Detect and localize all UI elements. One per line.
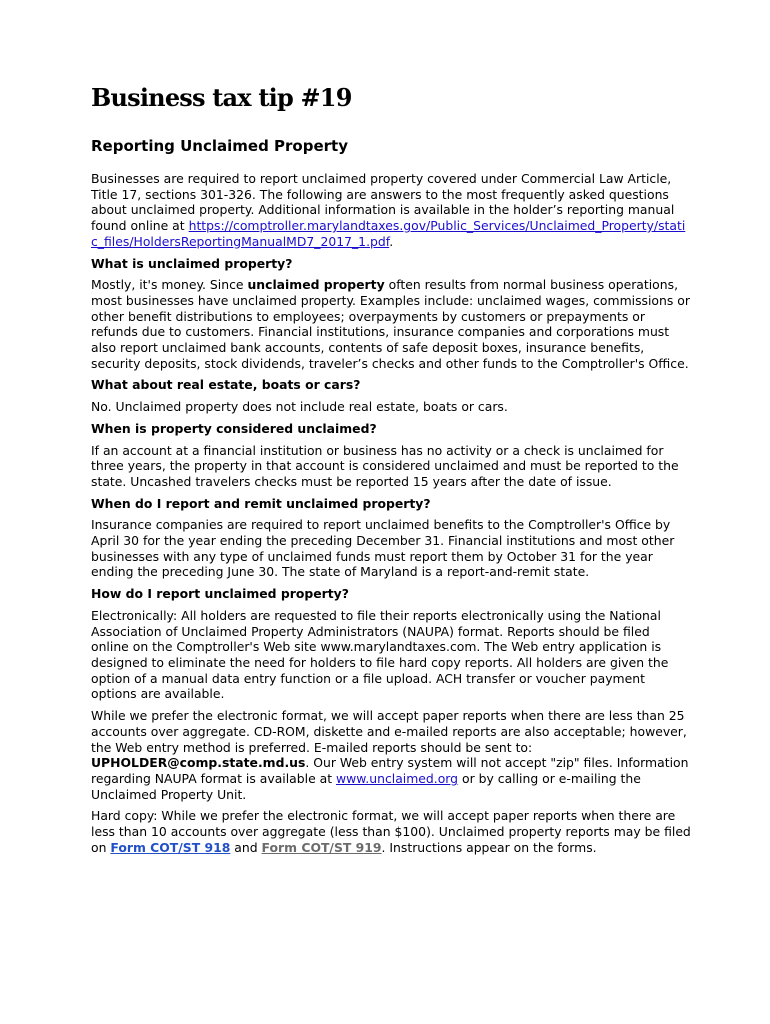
intro-end: . (389, 233, 394, 249)
answer-bold-text: unclaimed property (247, 277, 385, 293)
answer-paragraph: No. Unclaimed property does not include real estate, boats or cars. (91, 399, 508, 415)
page-subtitle: Reporting Unclaimed Property (91, 137, 348, 155)
form-cot-st-919-link[interactable]: Form COT/ST 919 (261, 839, 382, 855)
question-heading: When do I report and remit unclaimed property? (91, 495, 431, 511)
email-address: UPHOLDER@comp.state.md.us (91, 755, 306, 771)
answer-paragraph: Electronically: All holders are requested to file their reports electronically using the National Association of Unclaimed Property Administrators (NAUPA) format. Reports should be filed online on the Comptroller's Web site www.marylandtaxes.com. The Web entry application is designed to eliminate the need for holders to file hard copy reports. All holders are given the option of a manual data entry function or a file upload. ACH transfer or voucher payment options are available. (91, 607, 669, 702)
answer-paragraph (91, 708, 691, 802)
answer-text: While we prefer the electronic format, we will accept paper reports when there are less than 25 accounts over aggregate. CD-ROM, diskette and e-mailed reports are also acceptable; however, the Web entry method is preferred. E-mailed reports should be sent to: (91, 708, 687, 755)
intro-paragraph (91, 171, 691, 250)
page-title: Business tax tip #19 (91, 83, 352, 112)
answer-text: or by calling or e-mailing the Unclaimed Property Unit. (91, 770, 641, 802)
answer-paragraph: If an account at a financial institution or business has no activity or a check is unclaimed for three years, the property in that account is considered unclaimed and must be reported to the state. Uncashed travelers checks must be reported 15 years after the date of issue. (91, 442, 679, 489)
holders-manual-link[interactable]: https://comptroller.marylandtaxes.gov/Public_Services/Unclaimed_Property/static_files/HoldersReportingManualMD7_2017_1.pdf (91, 218, 686, 249)
form-cot-st-918-link[interactable]: Form COT/ST 918 (110, 839, 231, 855)
answer-text: Hard copy: While we prefer the electronic format, we will accept paper reports when there are less than 10 accounts over aggregate (less than $100). Unclaimed property reports may be filed on (91, 808, 691, 855)
answer-text: . Our Web entry system will not accept "zip" files. Information regarding NAUPA format is available at (91, 755, 689, 786)
answer-paragraph (91, 808, 691, 855)
answer-text: often results from normal business operations, most businesses have unclaimed property. Examples include: unclaimed wages, commissions or other benefit distributions to employees; overpayments by customers or prepayments or refunds due to customers. Financial institutions, insurance companies and corporations must also report unclaimed bank accounts, contents of safe deposit boxes, insurance benefits, security deposits, stock dividends, traveler’s checks and other funds to the Comptroller's Office. (91, 277, 690, 371)
answer-paragraph (91, 277, 691, 371)
answer-text: Mostly, it's money. Since (91, 277, 248, 293)
question-heading: What about real estate, boats or cars? (91, 377, 361, 393)
document-page (91, 82, 691, 861)
intro-text: Businesses are required to report unclaimed property covered under Commercial Law Article, Title 17, sections 301-326. The following are answers to the most frequently asked questions about unclaimed property. Additional information is available in the holder’s reporting manual found online at (91, 171, 675, 234)
unclaimed-org-link[interactable]: www.unclaimed.org (336, 770, 459, 786)
question-heading: What is unclaimed property? (91, 255, 293, 271)
question-heading: How do I report unclaimed property? (91, 586, 349, 602)
answer-text: and (230, 839, 262, 855)
answer-text: . Instructions appear on the forms. (381, 839, 597, 855)
question-heading: When is property considered unclaimed? (91, 420, 377, 436)
answer-paragraph: Insurance companies are required to report unclaimed benefits to the Comptroller's Office by April 30 for the year ending the preceding December 31. Financial institutions and most other businesses with any type of unclaimed funds must report them by October 31 for the year ending the preceding June 30. The state of Maryland is a report-and-remit state. (91, 517, 675, 580)
